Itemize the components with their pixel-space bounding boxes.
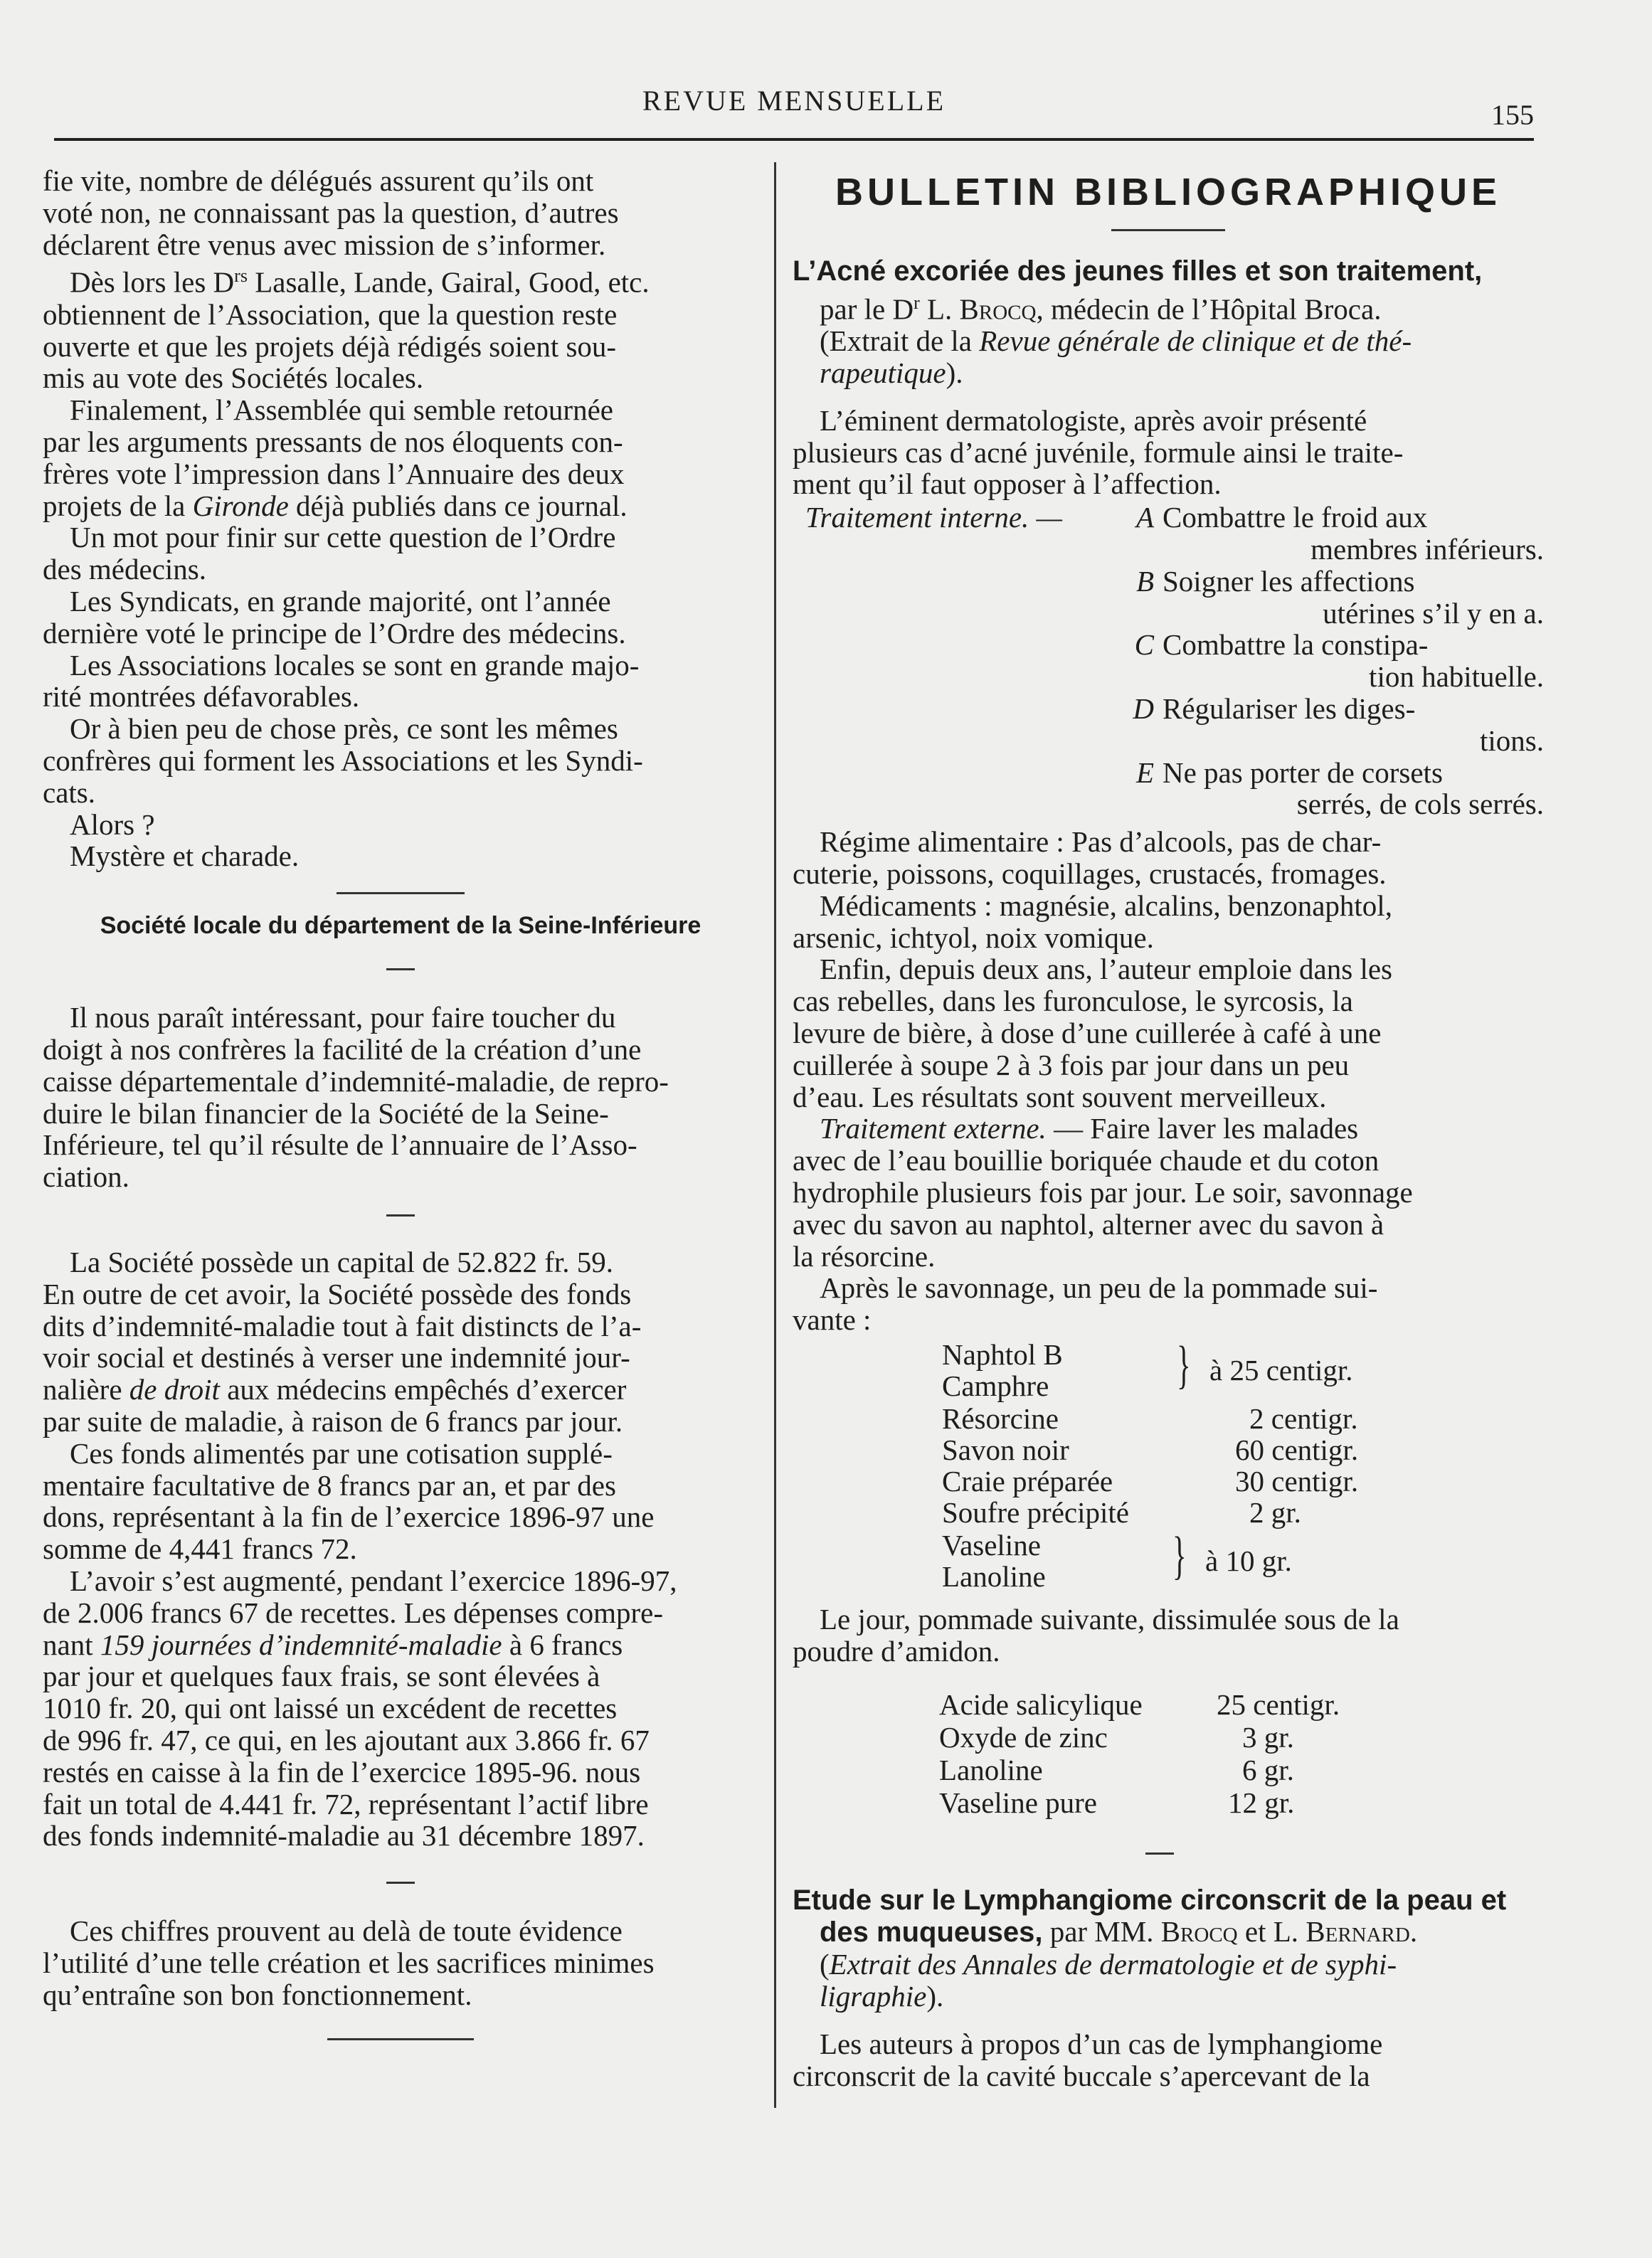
paragraph xyxy=(43,650,758,714)
paragraph xyxy=(43,1565,758,1852)
paragraph xyxy=(793,890,1544,954)
text-line: L’avoir s’est augmenté, pendant l’exercice 1896-97, xyxy=(70,1564,677,1597)
left-column xyxy=(43,165,758,2040)
text-line: duire le bilan financier de la Société de la Seine- xyxy=(43,1096,609,1130)
text-line: serrés, de cols serrés. xyxy=(1296,788,1544,821)
section-title: Société locale du département de la Seine-Inférieure xyxy=(100,912,701,940)
article-source: rapeutique). xyxy=(820,356,963,390)
text-line: par suite de maladie, à raison de 6 francs par jour. xyxy=(43,1404,623,1438)
text-line: la résorcine. xyxy=(793,1239,936,1273)
text-line: fie vite, nombre de délégués assurent qu’ils ont xyxy=(43,164,594,197)
dash-separator xyxy=(1145,1852,1174,1855)
text-line: déclarent être venus avec mission de s’informer. xyxy=(43,228,606,261)
text-line: Les auteurs à propos d’un cas de lymphangiome xyxy=(820,2027,1383,2060)
text-line: avec de l’eau bouillie boriquée chaude et du coton xyxy=(793,1144,1380,1177)
rx-ingredient: Vaseline xyxy=(942,1528,1041,1562)
rx-quantity: 25 centigr. xyxy=(1217,1687,1340,1721)
text-line: Inférieure, tel qu’il résulte de l’annuaire de l’Asso- xyxy=(43,1128,637,1162)
article-source: ligraphie). xyxy=(820,1979,944,2013)
text-line: dernière voté le principe de l’Ordre des médecins. xyxy=(43,616,626,650)
rx-quantity: à 25 centigr. xyxy=(1209,1353,1353,1387)
text-line: caisse départementale d’indemnité-maladie, de repro- xyxy=(43,1064,669,1098)
text-line: projets de la Gironde déjà publiés dans ce journal. xyxy=(43,489,628,522)
rx-ingredient: Camphre xyxy=(942,1369,1049,1402)
text-line: obtiennent de l’Association, que la question reste xyxy=(43,297,618,331)
text-line: En outre de cet avoir, la Société possède des fonds xyxy=(43,1277,632,1310)
paragraph xyxy=(43,394,758,521)
rx-ingredient: Naphtol B xyxy=(942,1337,1063,1371)
text-line: de 2.006 francs 67 de recettes. Les dépenses compre- xyxy=(43,1596,664,1629)
text-line: Soigner les affections xyxy=(1163,564,1415,598)
prescription-table xyxy=(793,1335,1544,1595)
paragraph xyxy=(43,1915,758,2010)
rx-ingredient: Craie préparée xyxy=(942,1464,1113,1498)
text-line: Alors ? xyxy=(70,807,155,841)
article-heading xyxy=(793,255,1544,389)
paragraph xyxy=(43,165,758,260)
text-line: Les Syndicats, en grande majorité, ont l’année xyxy=(70,585,611,618)
text-line: Ces fonds alimentés par une cotisation supplé- xyxy=(70,1436,613,1470)
article-source: (Extrait des Annales de dermatologie et de syphi- xyxy=(820,1948,1397,1981)
rx-quantity: 2 centigr. xyxy=(1249,1401,1358,1435)
text-line: Mystère et charade. xyxy=(70,839,300,873)
text-line: Régime alimentaire : Pas d’alcools, pas de char- xyxy=(820,825,1382,859)
brace-icon: } xyxy=(1172,1526,1187,1585)
rx-quantity: 12 gr. xyxy=(1228,1786,1295,1819)
article-heading xyxy=(793,1885,1544,2013)
brace-icon: } xyxy=(1177,1335,1191,1394)
text-line: ciation. xyxy=(43,1160,129,1194)
treatment-item: C Combattre la constipa- tion habituelle. xyxy=(1134,628,1544,694)
column-divider xyxy=(774,162,776,2108)
prescription-table xyxy=(793,1689,1544,1820)
text-line: d’eau. Les résultats sont souvent merveilleux. xyxy=(793,1080,1327,1113)
rx-ingredient: Vaseline pure xyxy=(939,1786,1097,1819)
text-line: ment qu’il faut opposer à l’affection. xyxy=(793,467,1222,501)
text-line: Les Associations locales se sont en grande majo- xyxy=(70,648,640,682)
running-title: REVUE MENSUELLE xyxy=(642,85,946,117)
text-line: voté non, ne connaissant pas la question, d’autres xyxy=(43,196,619,229)
paragraph xyxy=(793,1113,1544,1272)
section-separator xyxy=(327,2038,474,2040)
text-line: l’utilité d’une telle création et les sacrifices minimes xyxy=(43,1946,655,1979)
rx-ingredient: Résorcine xyxy=(942,1401,1059,1435)
right-column xyxy=(793,165,1544,2092)
text-line: Combattre le froid aux xyxy=(1163,501,1428,534)
dash-separator xyxy=(386,1882,415,1884)
dash-separator xyxy=(386,968,415,970)
paragraph xyxy=(793,953,1544,1113)
text-line: circonscrit de la cavité buccale s’apercevant de la xyxy=(793,2059,1370,2092)
text-line: fait un total de 4.441 fr. 72, représentant l’actif libre xyxy=(43,1787,649,1820)
header-rule xyxy=(54,138,1534,141)
text-line: Après le savonnage, un peu de la pommade sui- xyxy=(820,1271,1378,1305)
text-line: des médecins. xyxy=(43,553,206,586)
text-line: Ces chiffres prouvent au delà de toute évidence xyxy=(70,1914,623,1948)
rx-quantity: à 10 gr. xyxy=(1205,1544,1292,1577)
rx-quantity: 2 gr. xyxy=(1249,1495,1301,1529)
text-line: des fonds indemnité-maladie au 31 décembre 1897. xyxy=(43,1819,645,1852)
paragraph xyxy=(43,260,758,394)
article-author: des muqueuses, par MM. Brocq et L. Bernard. xyxy=(820,1915,1418,1949)
article-author: par le $D^r$ L. Brocq, médecin de l’Hôpital Broca. xyxy=(820,292,1382,326)
text-line: mis au vote des Sociétés locales. xyxy=(43,361,424,395)
rx-ingredient: Savon noir xyxy=(942,1433,1069,1466)
text-line: hydrophile plusieurs fois par jour. Le soir, savonnage xyxy=(793,1175,1413,1209)
text-line: Régulariser les diges- xyxy=(1163,692,1416,726)
paragraph xyxy=(43,585,758,650)
text-line: vante : xyxy=(793,1303,872,1337)
article-title: Etude sur le Lymphangiome circonscrit de la peau et xyxy=(793,1884,1507,1916)
text-line: Or à bien peu de chose près, ce sont les mêmes xyxy=(70,712,618,746)
paragraph xyxy=(793,1272,1544,1336)
text-line: Un mot pour finir sur cette question de l’Ordre xyxy=(70,521,616,554)
text-line: cuterie, poissons, coquillages, crustacés, fromages. xyxy=(793,857,1387,890)
text-line: Combattre la constipa- xyxy=(1163,628,1429,662)
text-line: somme de 4,441 francs 72. xyxy=(43,1532,357,1566)
text-line: par jour et quelques faux frais, se sont élevées à xyxy=(43,1660,600,1693)
treatment-item: E Ne pas porter de corsets serrés, de cols serrés. xyxy=(1135,756,1544,821)
text-line: de 996 fr. 47, ce qui, en les ajoutant aux 3.866 fr. 67 xyxy=(43,1723,650,1756)
title-rule xyxy=(1111,229,1225,231)
rx-ingredient: Soufre précipité xyxy=(942,1495,1129,1529)
paragraph xyxy=(43,713,758,808)
text-line: nant 159 journées d’indemnité-maladie à 6 francs xyxy=(43,1628,623,1661)
text-line: Traitement externe. — Faire laver les malades xyxy=(820,1112,1359,1145)
text-line: Dès lors les $D^{rs}$ Lasalle, Lande, Gairal, Good, etc. xyxy=(70,265,650,300)
paragraph xyxy=(43,1438,758,1565)
text-line: arsenic, ichtyol, noix vomique. xyxy=(793,921,1154,954)
rx-quantity: 6 gr. xyxy=(1242,1753,1294,1786)
text-line: nalière de droit aux médecins empêchés d’exercer xyxy=(43,1373,627,1406)
page-number: 155 xyxy=(1491,99,1534,131)
text-line: cats. xyxy=(43,775,95,809)
internal-treatment-list xyxy=(793,502,1544,820)
rx-ingredient: Acide salicylique xyxy=(939,1687,1143,1721)
paragraph xyxy=(43,1246,758,1438)
text-line: Finalement, l’Assemblée qui semble retournée xyxy=(70,393,613,427)
text-line: Enfin, depuis deux ans, l’auteur emploie dans les xyxy=(820,953,1392,986)
paragraph xyxy=(793,826,1544,890)
text-line: membres inférieurs. xyxy=(1311,533,1544,566)
text-line: tions. xyxy=(1480,723,1544,757)
text-line: dons, représentant à la fin de l’exercice 1896-97 une xyxy=(43,1500,655,1534)
text-line: L’éminent dermatologiste, après avoir présenté xyxy=(820,403,1367,437)
text-line: frères vote l’impression dans l’Annuaire des deux xyxy=(43,457,625,490)
treatment-lead: Traitement interne. — xyxy=(805,501,1063,534)
text-line: Médicaments : magnésie, alcalins, benzonaphtol, xyxy=(820,889,1392,922)
dash-separator xyxy=(386,1214,415,1217)
text-line: utérines s’il y en a. xyxy=(1323,596,1544,630)
text-line: par les arguments pressants de nos éloquents con- xyxy=(43,425,623,459)
text-line: 1010 fr. 20, qui ont laissé un excédent de recettes xyxy=(43,1692,618,1725)
text-line: tion habituelle. xyxy=(1369,660,1544,694)
section-separator xyxy=(337,892,465,894)
text-line: Ne pas porter de corsets xyxy=(1163,756,1443,789)
article-title: L’Acné excoriée des jeunes filles et son traitement, xyxy=(793,255,1483,287)
text-line: poudre d’amidon. xyxy=(793,1634,1000,1668)
running-header xyxy=(54,84,1534,131)
paragraph xyxy=(43,521,758,585)
text-line: doigt à nos confrères la facilité de la création d’une xyxy=(43,1032,642,1066)
text-line: restés en caisse à la fin de l’exercice 1895-96. nous xyxy=(43,1755,641,1788)
rx-quantity: 3 gr. xyxy=(1242,1720,1294,1754)
text-line: cuillerée à soupe 2 à 3 fois par jour dans un peu xyxy=(793,1048,1350,1081)
treatment-item: D Régulariser les diges- tions. xyxy=(1133,692,1544,757)
rx-quantity: 60 centigr. xyxy=(1235,1433,1359,1466)
text-line: La Société possède un capital de 52.822 fr. 59. xyxy=(70,1245,613,1278)
text-line: confrères qui forment les Associations et les Syndi- xyxy=(43,744,643,777)
text-line: avec du savon au naphtol, alterner avec du savon à xyxy=(793,1207,1384,1241)
paragraph xyxy=(793,1604,1544,1668)
treatment-item: Traitement interne. — A Combattre le froid aux membres inférieurs. xyxy=(805,501,1544,566)
text-line: Il nous paraît intéressant, pour faire toucher du xyxy=(70,1001,616,1034)
text-line: voir social et destinés à verser une indemnité jour- xyxy=(43,1341,630,1374)
paragraph xyxy=(43,1002,758,1193)
rx-ingredient: Lanoline xyxy=(942,1559,1046,1593)
paragraph xyxy=(793,2028,1544,2092)
text-line: levure de bière, à dose d’une cuillerée à café à une xyxy=(793,1016,1382,1049)
text-line: Le jour, pommade suivante, dissimulée sous de la xyxy=(820,1602,1399,1636)
text-line: mentaire facultative de 8 francs par an, et par des xyxy=(43,1468,616,1502)
text-line: ouverte et que les projets déjà rédigés soient sou- xyxy=(43,329,617,363)
treatment-item: B Soigner les affections utérines s’il y en a. xyxy=(1135,564,1544,630)
rx-quantity: 30 centigr. xyxy=(1235,1464,1359,1498)
rx-ingredient: Lanoline xyxy=(939,1753,1043,1786)
text-line: rité montrées défavorables. xyxy=(43,680,360,714)
rx-ingredient: Oxyde de zinc xyxy=(939,1720,1108,1754)
text-line: dits d’indemnité-maladie tout à fait distincts de l’a- xyxy=(43,1309,642,1342)
text-line: cas rebelles, dans les furonculose, le syrcosis, la xyxy=(793,985,1353,1018)
paragraph xyxy=(793,405,1544,500)
bulletin-title: BULLETIN BIBLIOGRAPHIQUE xyxy=(835,171,1501,213)
text-line: plusieurs cas d’acné juvénile, formule ainsi le traite- xyxy=(793,435,1404,469)
article-source: (Extrait de la Revue générale de clinique et de thé- xyxy=(820,324,1412,358)
text-line: qu’entraîne son bon fonctionnement. xyxy=(43,1978,472,2011)
